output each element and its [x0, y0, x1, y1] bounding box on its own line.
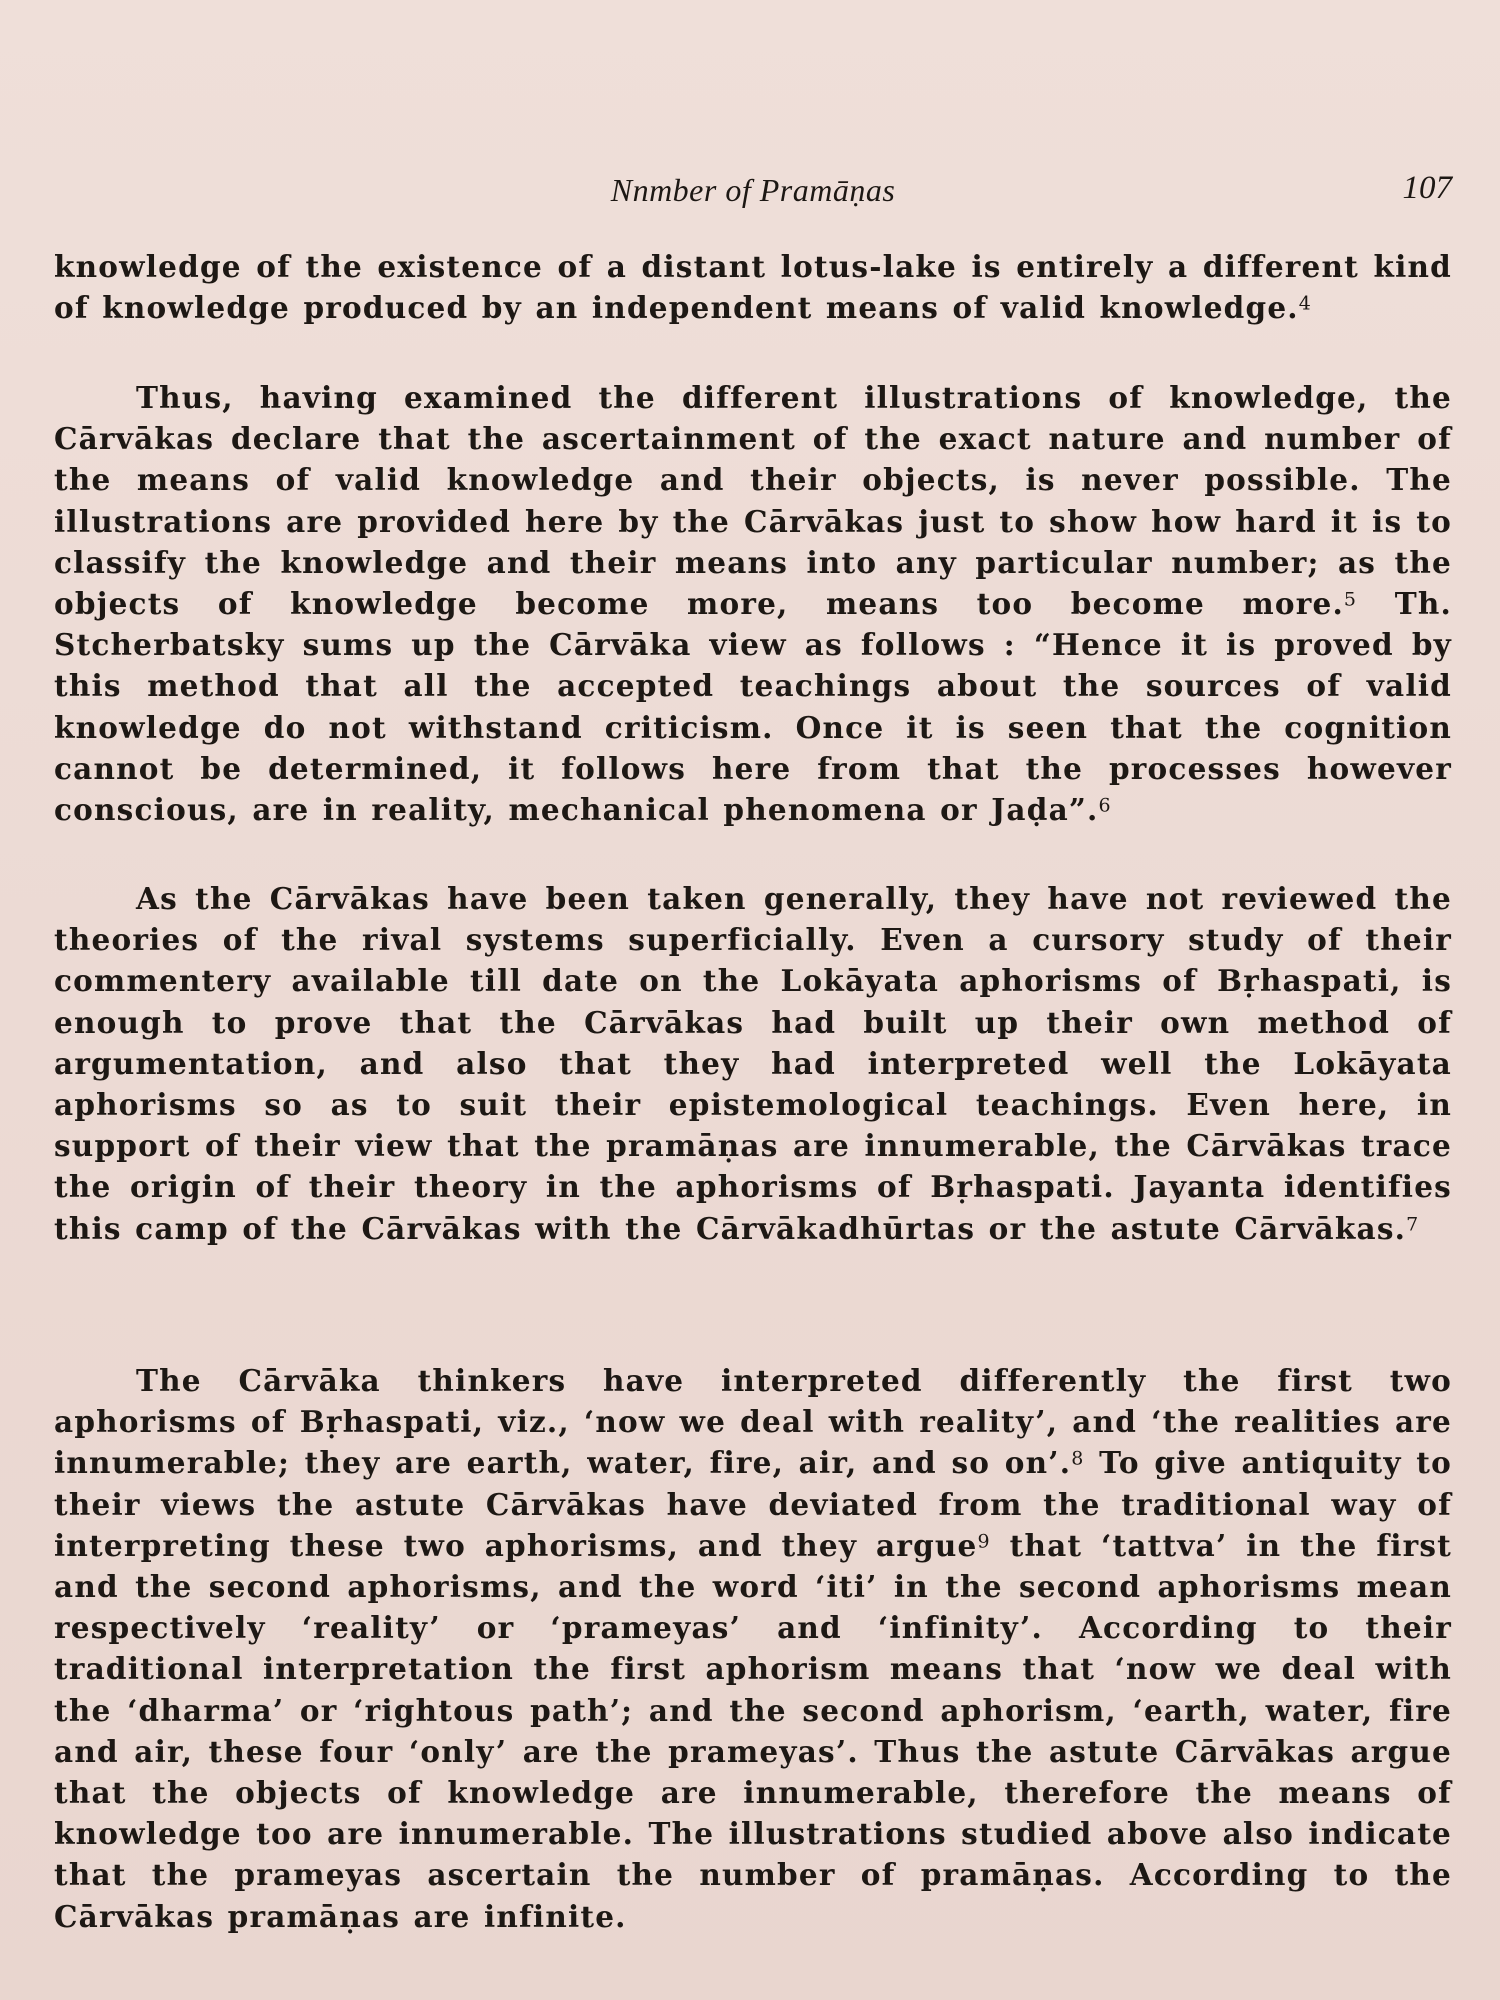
footnote-ref: 7 [1406, 1213, 1420, 1236]
paragraph-1 [54, 246, 1452, 328]
paragraph-text: As the Cārvākas have been taken generally, they have not reviewed the theories of the rival systems superficially. Even a cursory study of their commentery available till date on the Lokāyata aphorisms of Bṛhaspati, is enough to prove that the Cārvākas had built up their own method of argumentation, and also that they had interpreted well the Lokāyata aphorisms so as to suit their epistemological teachings. Even here, in support of their view that the pramāṇas are innumerable, the Cārvākas trace the origin of their theory in the aphorisms of Bṛhaspati. Jayanta identifies this camp of the Cārvākas with the Cārvākadhūrtas or the astute Cārvākas. [54, 881, 1452, 1246]
paragraph-3 [54, 878, 1452, 1249]
paragraph-4 [54, 1360, 1452, 1937]
footnote-ref: 4 [1298, 292, 1313, 315]
footnote-ref: 6 [1098, 794, 1112, 817]
paragraph-text: Th. Stcherbatsky sums up the Cārvāka view as follows : “Hence it is proved by this method that all the accepted teachings about the sources of valid knowledge do not withstand criticism. Once it is seen that the cognition cannot be determined, it follows here from that the processes however conscious, are in reality, mechanical phenomena or Jaḍa”. [54, 586, 1452, 828]
running-title: Nnmber of Pramāṇas [610, 172, 896, 208]
footnote-ref: 9 [977, 1530, 991, 1553]
footnote-ref: 5 [1343, 588, 1358, 611]
page-number: 107 [1402, 170, 1452, 206]
paragraph-2 [54, 377, 1452, 830]
paragraph-text: The Cārvāka thinkers have interpreted differently the first two aphorisms of Bṛhaspati, viz., ‘now we deal with reality’, and ‘the realities are innumerable; they are earth, water, fire, air, and so on’. [54, 1363, 1452, 1481]
page-header [54, 168, 1452, 218]
paragraph-text: knowledge of the existence of a distant lotus-lake is entirely a different kind of knowledge produced by an independent means of valid knowledge. [54, 249, 1452, 326]
paragraph-text: To give antiquity to their views the astute Cārvākas have deviated from the traditional way of interpreting these two aphorisms, and they argue [54, 1445, 1452, 1563]
paragraph-text: Thus, having examined the different illustrations of knowledge, the Cārvākas declare that the ascertainment of the exact nature and number of the means of valid knowledge and their objects, is never possible. The illustrations are provided here by the Cārvākas just to show how hard it is to classify the knowledge and their means into any particular number; as the objects of knowledge become more, means too become more. [54, 380, 1452, 622]
paragraph-text: that ‘tattva’ in the first and the second aphorisms, and the word ‘iti’ in the second aphorisms mean respectively ‘reality’ or ‘prameyas’ and ‘infinity’. According to their traditional interpretation the first aphorism means that ‘now we deal with the ‘dharma’ or ‘rightous path’; and the second aphorism, ‘earth, water, fire and air, these four ‘only’ are the prameyas’. Thus the astute Cārvākas argue that the objects of knowledge are innumerable, therefore the means of knowledge too are innumerable. The illustrations studied above also indicate that the prameyas ascertain the number of pramāṇas. According to the Cārvākas pramāṇas are infinite. [54, 1527, 1452, 1934]
footnote-ref: 8 [1071, 1447, 1085, 1470]
